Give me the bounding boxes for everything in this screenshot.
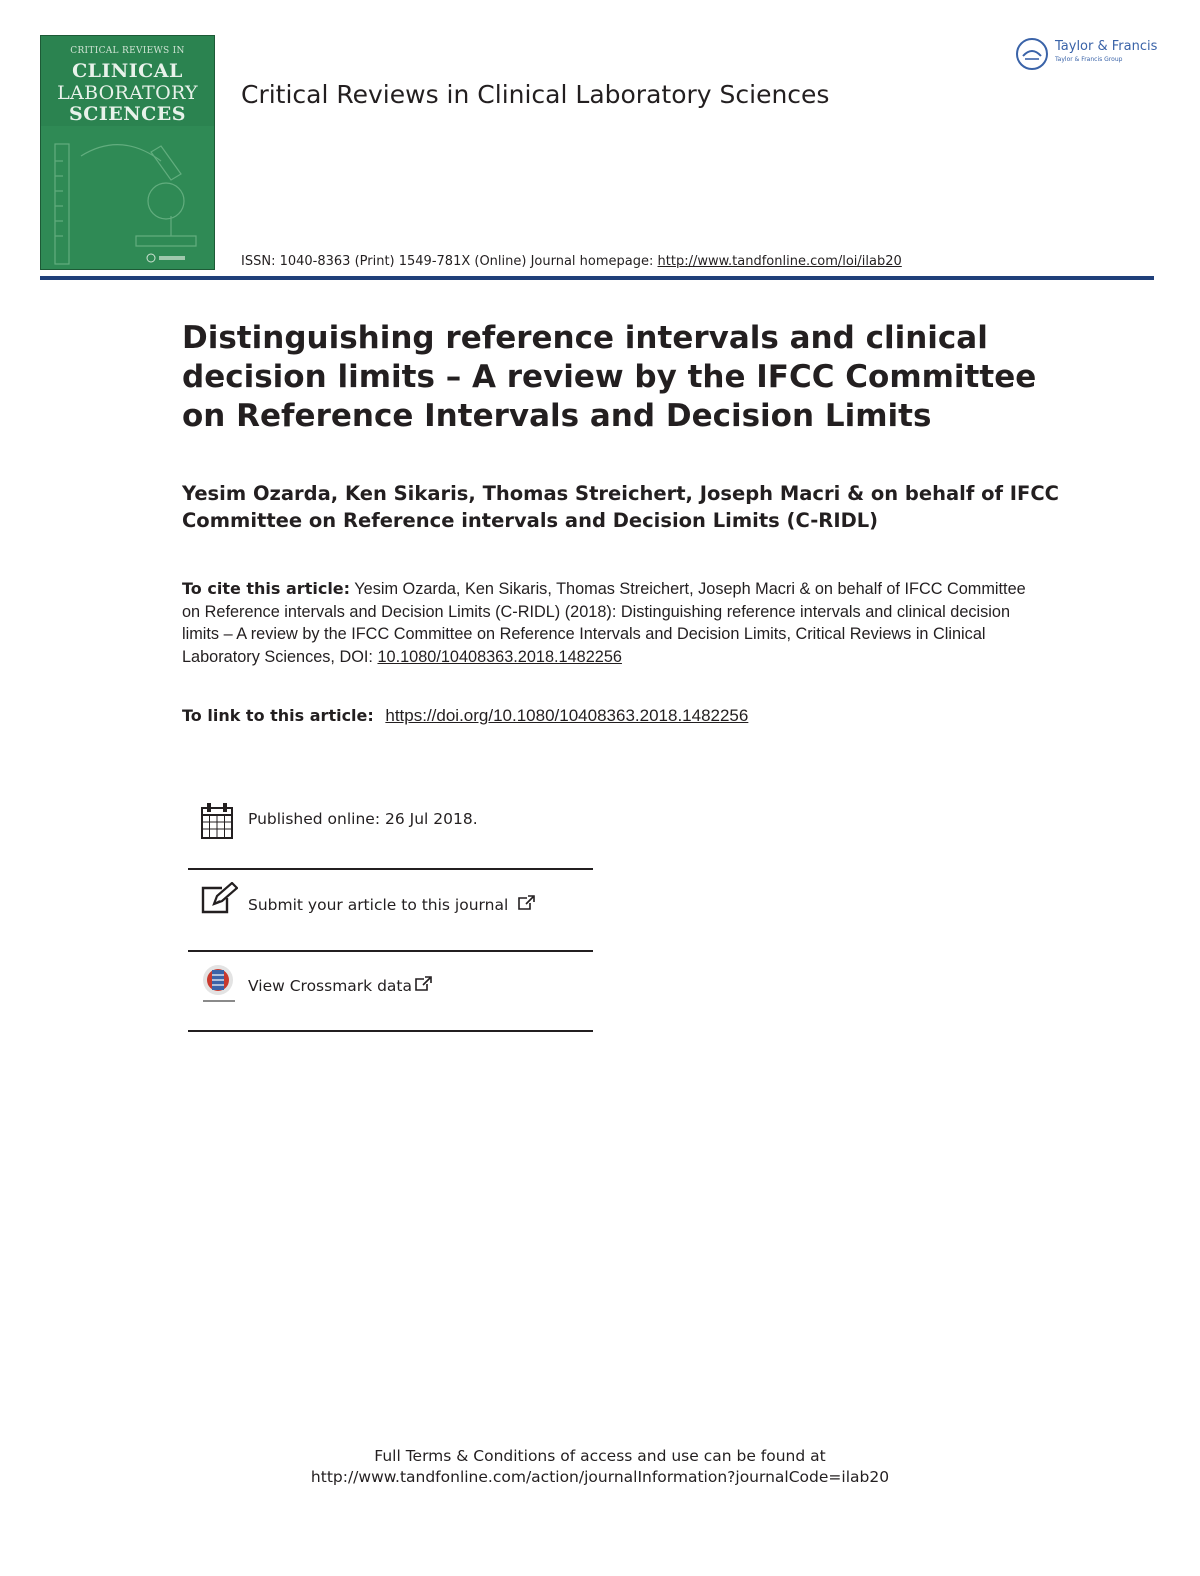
article-link-line: [182, 706, 748, 726]
taylor-francis-logo-icon: [1015, 37, 1049, 71]
citation-label: To cite this article:: [182, 579, 351, 598]
submit-article-label: Submit your article to this journal: [248, 896, 509, 914]
publisher-logo[interactable]: [1015, 37, 1160, 71]
header-rule: [40, 276, 1154, 280]
submit-row[interactable]: [188, 878, 593, 944]
citation-block: [182, 578, 1042, 668]
issn-line: [241, 254, 902, 269]
article-doi-link[interactable]: https://doi.org/10.1080/10408363.2018.1482256: [385, 706, 749, 725]
publisher-name: Taylor & Francis: [1055, 39, 1158, 54]
footer-terms-link[interactable]: http://www.tandfonline.com/action/journalInformation?journalCode=ilab20: [310, 1468, 890, 1486]
cover-line-2: CLINICAL: [72, 60, 183, 82]
journal-cover: [40, 35, 215, 270]
issn-text: ISSN: 1040-8363 (Print) 1549-781X (Online) Journal homepage:: [241, 254, 658, 269]
crossmark-icon: [200, 964, 238, 1006]
edit-icon: [200, 882, 238, 916]
footer-terms: [0, 1446, 1200, 1488]
external-link-icon: [414, 976, 432, 992]
cover-line-3: LABORATORY: [57, 82, 198, 104]
cover-line-1: CRITICAL REVIEWS IN: [70, 46, 185, 56]
citation-text: Yesim Ozarda, Ken Sikaris, Thomas Streichert, Joseph Macri & on behalf of IFCC Committee on Reference intervals and Decision Limits (C-RIDL) (2018): Distinguishing reference intervals and clinical decision limits – A review by the IFCC Committee on Reference Intervals and Decision Limits, Critical Reviews in Clinical Laboratory Sciences, DOI:: [182, 580, 1026, 666]
article-authors: Yesim Ozarda, Ken Sikaris, Thomas Streichert, Joseph Macri & on behalf of IFCC Committee on Reference intervals and Decision Limits (C-RIDL): [182, 482, 1059, 532]
crossmark-row[interactable]: [188, 960, 593, 1026]
microscope-illustration-icon: [41, 126, 215, 270]
cover-line-4: SCIENCES: [69, 103, 186, 125]
article-link-label: To link to this article:: [182, 706, 380, 725]
article-title: Distinguishing reference intervals and clinical decision limits – A review by the IFCC Committee on Reference Intervals and Decision Limits: [182, 320, 1037, 434]
journal-title: Critical Reviews in Clinical Laboratory Sciences: [241, 80, 830, 109]
external-link-icon: [517, 895, 535, 911]
publisher-group: Taylor & Francis Group: [1055, 56, 1123, 63]
journal-homepage-link[interactable]: http://www.tandfonline.com/loi/ilab20: [657, 254, 902, 269]
divider: [188, 950, 593, 952]
calendar-icon: [200, 802, 234, 840]
published-row: [188, 798, 593, 858]
footer-line-1: Full Terms & Conditions of access and use can be found at: [374, 1447, 826, 1465]
citation-doi-link[interactable]: 10.1080/10408363.2018.1482256: [377, 647, 622, 666]
divider: [188, 868, 593, 870]
crossmark-link[interactable]: [248, 976, 432, 995]
submit-article-link[interactable]: [248, 895, 535, 914]
crossmark-label: View Crossmark data: [248, 977, 412, 995]
divider: [188, 1030, 593, 1032]
published-date: Published online: 26 Jul 2018.: [248, 810, 478, 828]
